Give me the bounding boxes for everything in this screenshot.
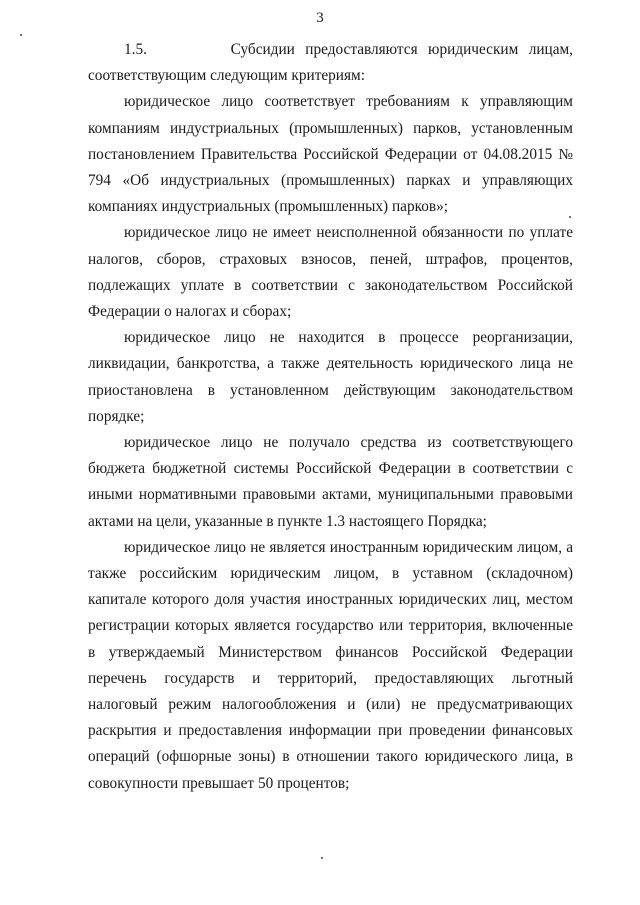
paragraph-criterion-no-reorganization: юридическое лицо не находится в процессе реорганизации, ликвидации, банкротства, а также деятельность юридического лица не приостановлена в установленном действующим законодательством порядке; (88, 329, 573, 425)
paragraph-criterion-no-other-funds: юридическое лицо не получало средства из соответствующего бюджета бюджетной системы Российской Федерации в соответствии с иными нормативными правовыми актами, муниципальными правовыми актами на цели, указанные в пункте 1.3 настоящего Порядка; (88, 434, 573, 530)
scan-speck (20, 34, 22, 36)
document-body (88, 37, 573, 797)
paragraph-clause-1-5 (88, 37, 573, 89)
paragraph-criterion-no-tax-debt: юридическое лицо не имеет неисполненной обязанности по уплате налогов, сборов, страховых взносов, пеней, штрафов, процентов, подлежащих уплате в соответствии с законодательством Российской Федерации о налогах и сборах; (88, 224, 573, 321)
paragraph-text: Субсидии предоставляются юридическим лицам, соответствующим следующим критериям: (88, 41, 574, 85)
paragraph-criterion-industrial-park: юридическое лицо соответствует требованиям к управляющим компаниям индустриальных (промышленных) парков, установленным постановлением Правительства Российской Федерации от 04.08.2015 № 794 «Об индустриальных (промышленных) парках и управляющих компаниях индустриальных (промышленных) парков»; (88, 93, 573, 216)
paragraph-criterion-not-foreign: юридическое лицо не является иностранным юридическим лицом, а также российским юридическим лицом, в уставном (складочном) капитале которого доля участия иностранных юридических лиц, местом регистрации которых является государство или территория, включенные в утверждаемый Министерством финансов Российской Федерации перечень государств и территорий, предоставляющих льготный налоговый режим налогообложения и (или) не предусматривающих раскрытия и предоставления информации при проведении финансовых операций (офшорные зоны) в отношении такого юридического лица, в совокупности превышает 50 процентов; (88, 538, 573, 792)
scan-speck (321, 857, 323, 859)
clause-number: 1.5. (124, 41, 147, 58)
page-number: 3 (316, 10, 324, 26)
